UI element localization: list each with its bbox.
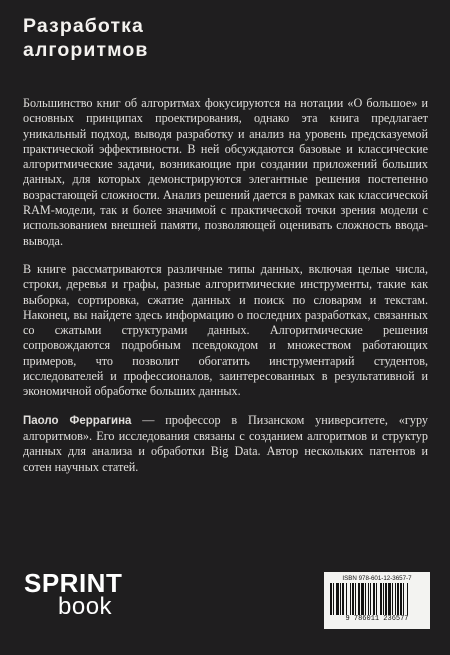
book-title [23, 14, 423, 62]
author-bio: — профессор в Пизанском университете, «гуру алгоритмов». Его исследования связаны с созданием алгоритмов и структур данных для анализа и обработки Big Data. Автор нескольких патентов и сотен научных статей. [23, 412, 428, 474]
barcode-icon [329, 583, 425, 615]
description-paragraph-2: В книге рассматриваются различные типы данных, включая целые числа, строки, деревья и графы, разные алгоритмические инструменты, такие как выборка, сортировка, сжатие данных и поиск по словарям и текстам. Наконец, вы найдете здесь информацию о последних разработках, связанных со сжатыми структурами данных. Алгоритмические решения сопровождаются подробным псевдокодом и множеством работающих примеров, что позволит обогатить инструментарий студентов, исследователей и профессионалов, заинтересованных в результативной и экономичной обработке больших данных. [23, 261, 428, 399]
ean-number: 9 786011 236577 [345, 615, 409, 623]
isbn-text: ISBN 978-601-12-3657-7 [342, 575, 412, 582]
publisher-logo-bottom: book [58, 593, 113, 620]
publisher-logo [24, 570, 154, 618]
publisher-logo-top: SPRINT [24, 568, 123, 598]
back-cover-text [23, 96, 428, 488]
author-name: Паоло Феррагина [23, 414, 132, 427]
barcode-label [324, 572, 430, 629]
description-paragraph-1: Большинство книг об алгоритмах фокусируются на нотации «О большое» и основных принципах проектирования, однако эта книга предлагает уникальный подход, выводя разработку и анализ на уровень предсказуемой практической эффективности. В ней обсуждаются базовые и классические алгоритмические задачи, возникающие при создании приложений больших данных, для которых демонстрируются элегантные решения постепенно возрастающей сложности. Анализ решений дается в рамках как классической RAM-модели, так и более значимой с практической точки зрения модели с использованием внешней памяти, позволяющей оценивать сложность ввода-вывода. [23, 96, 428, 248]
book-title-line-1: Разработка [23, 15, 144, 37]
book-title-line-2: алгоритмов [23, 39, 149, 61]
author-paragraph [23, 413, 428, 475]
